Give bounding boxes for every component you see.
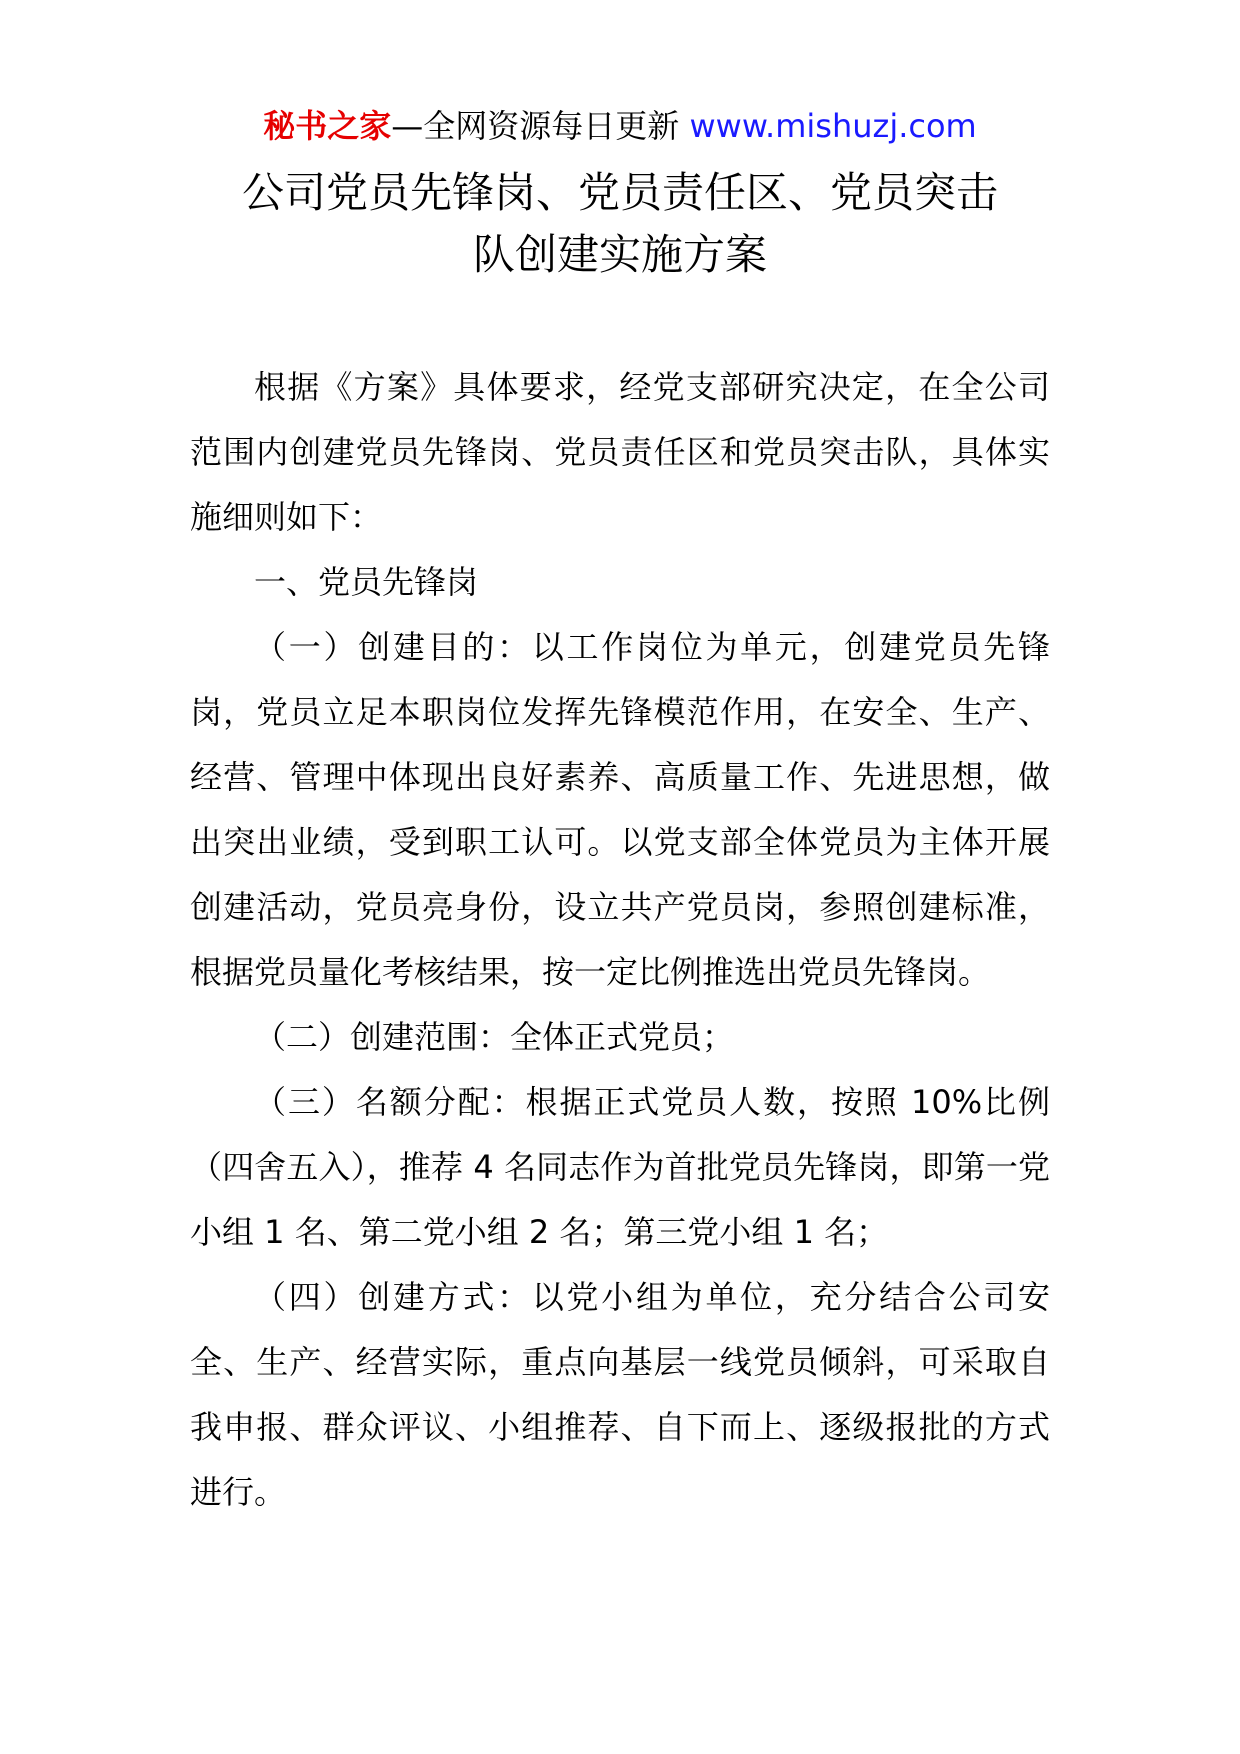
section-heading-1: 一、党员先锋岗 (254, 563, 479, 601)
document-body (190, 355, 1050, 1525)
paragraph-purpose: （一）创建目的：以工作岗位为单元，创建党员先锋岗，党员立足本职岗位发挥先锋模范作用，在安全、生产、经营、管理中体现出良好素养、高质量工作、先进思想，做出突出业绩，受到职工认可。以党支部全体党员为主体开展创建活动，党员亮身份，设立共产党员岗，参照创建标准，根据党员量化考核结果，按一定比例推选出党员先锋岗。 (190, 628, 1050, 991)
brand-name: 秘书之家 (263, 107, 392, 145)
header-slogan: —全网资源每日更新 (391, 107, 680, 145)
site-url-link[interactable]: www.mishuzj.com (689, 107, 977, 145)
title-line-2: 队创建实施方案 (472, 230, 767, 279)
paragraph-intro: 根据《方案》具体要求，经党支部研究决定，在全公司范围内创建党员先锋岗、党员责任区和党员突击队，具体实施细则如下： (190, 368, 1050, 536)
paragraph-quota: （三）名额分配：根据正式党员人数，按照 10%比例（四舍五入），推荐 4 名同志作为首批党员先锋岗，即第一党小组 1 名、第二党小组 2 名；第三党小组 1 名； (190, 1083, 1050, 1251)
title-line-1: 公司党员先锋岗、党员责任区、党员突击 (241, 168, 998, 217)
paragraph-method: （四）创建方式：以党小组为单位，充分结合公司安全、生产、经营实际，重点向基层一线党员倾斜，可采取自我申报、群众评议、小组推荐、自下而上、逐级报批的方式进行。 (190, 1278, 1050, 1511)
document-title (150, 162, 1090, 286)
site-header (0, 104, 1240, 148)
paragraph-scope: （二）创建范围：全体正式党员； (254, 1018, 735, 1056)
